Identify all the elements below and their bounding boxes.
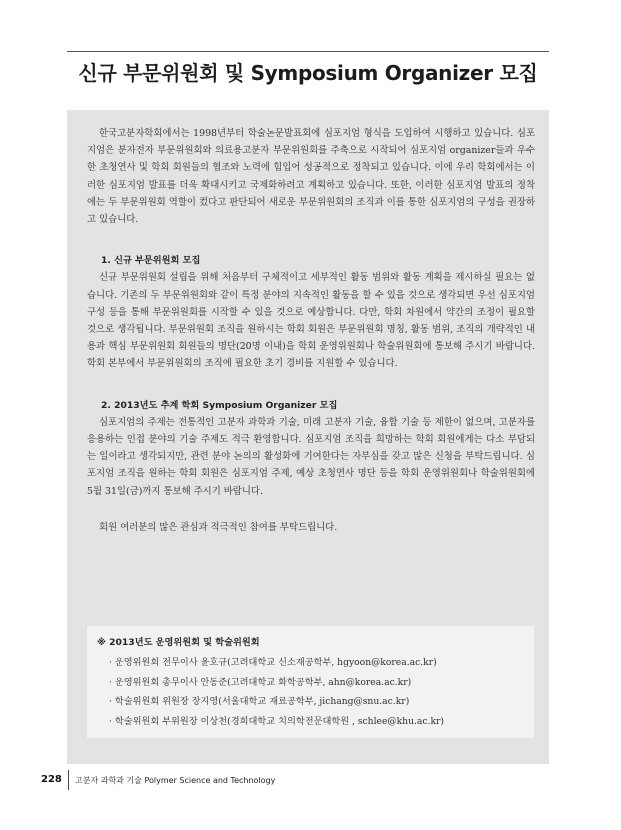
contact-item: · 학술위원회 부위원장 이상천(경희대학교 치의학전문대학원 , schlee@khu.ac.kr) — [109, 715, 445, 727]
section-body: 신규 부문위원회 설립을 위해 처음부터 구체적이고 세부적인 활동 범위와 활동 계획을 제시하실 필요는 없습니다. 기존의 두 부문위원회와 같이 특정 분야의 지속적인 활동을 할 수 있을 것으로 생각되면 우선 심포지엄 구성 등을 통해 부문위원회를 시작할 수 있을 것으로 예상합니다. 다만, 학회 차원에서 약간의 조정이 필요할 것으로 생각됩니다. 부문위원회 조직을 원하시는 학회 회원은 부문위원회 명칭, 활동 범위, 조직의 개략적인 내용과 핵심 부문위원회 회원들의 명단(20명 이내)을 학회 운영위원회나 학술위원회에 통보해 주시기 바랍니다. 학회 본부에서 부문위원회의 조직에 필요한 초기 경비를 지원할 수 있습니다. — [87, 272, 535, 370]
intro-paragraph: 한국고분자학회에서는 1998년부터 학술논문발표회에 심포지엄 형식을 도입하여 시행하고 있습니다. 심포지엄은 분자전자 부문위원회와 의료용고분자 부문위원회를 주축으로 시작되어 심포지엄 organizer들과 우수한 초청연사 및 학회 회원들의 협조와 노력에 힘입어 성공적으로 정착되고 있습니다. 이에 우리 학회에서는 이러한 심포지엄 발표를 더욱 확대시키고 국제화하려고 계획하고 있습니다. 또한, 이러한 심포지엄 발표의 정착에는 두 부문위원회 역할이 컸다고 판단되어 새로운 부문위원회의 조직과 이를 통한 심포지엄의 구성을 권장하고 있습니다. — [87, 128, 535, 226]
contact-item: · 운영위원회 총무이사 안동준(고려대학교 화학공학부, ahn@korea.ac.kr) — [109, 676, 412, 688]
section-heading: 2. 2013년도 추계 학회 Symposium Organizer 모집 — [101, 399, 338, 411]
page-title: 신규 부문위원회 및 Symposium Organizer 모집 — [78, 61, 538, 85]
section-heading: 1. 신규 부문위원회 모집 — [101, 255, 201, 267]
closing-paragraph: 회원 여러분의 많은 관심과 적극적인 참여를 부탁드립니다. — [99, 521, 338, 533]
notice-heading: ※ 2013년도 운영위원회 및 학술위원회 — [97, 637, 260, 648]
contact-item: · 학술위원회 위원장 장지영(서울대학교 재료공학부, jichang@snu.ac.kr) — [109, 696, 410, 708]
article-body — [87, 125, 535, 536]
contact-item: · 운영위원회 전무이사 윤호규(고려대학교 신소재공학부, hgyoon@korea.ac.kr) — [109, 657, 437, 668]
journal-name: 고분자 과학과 기술 Polymer Science and Technology — [75, 776, 276, 785]
header-rule — [67, 51, 549, 52]
contact-list — [109, 653, 444, 731]
notice-box — [87, 626, 534, 738]
section-body: 심포지엄의 주제는 전통적인 고분자 과학과 기술, 미래 고분자 기술, 융합 기술 등 제한이 없으며, 고분자를 응용하는 인접 분야의 기술 주제도 적극 환영합니다. 심포지엄 조직을 희망하는 학회 회원에게는 다소 부담되는 일이라고 생각되지만, 관련 분야 논의의 활성화에 기여한다는 자부심을 갖고 많은 신청을 부탁드립니다. 심포지엄 조직을 원하는 학회 회원은 심포지엄 주제, 예상 초청연사 명단 등을 학회 운영위원회나 학술위원회에 5월 31일(금)까지 통보해 주시기 바랍니다. — [87, 416, 535, 497]
footer-divider — [68, 770, 69, 790]
page-number: 228 — [41, 774, 62, 785]
